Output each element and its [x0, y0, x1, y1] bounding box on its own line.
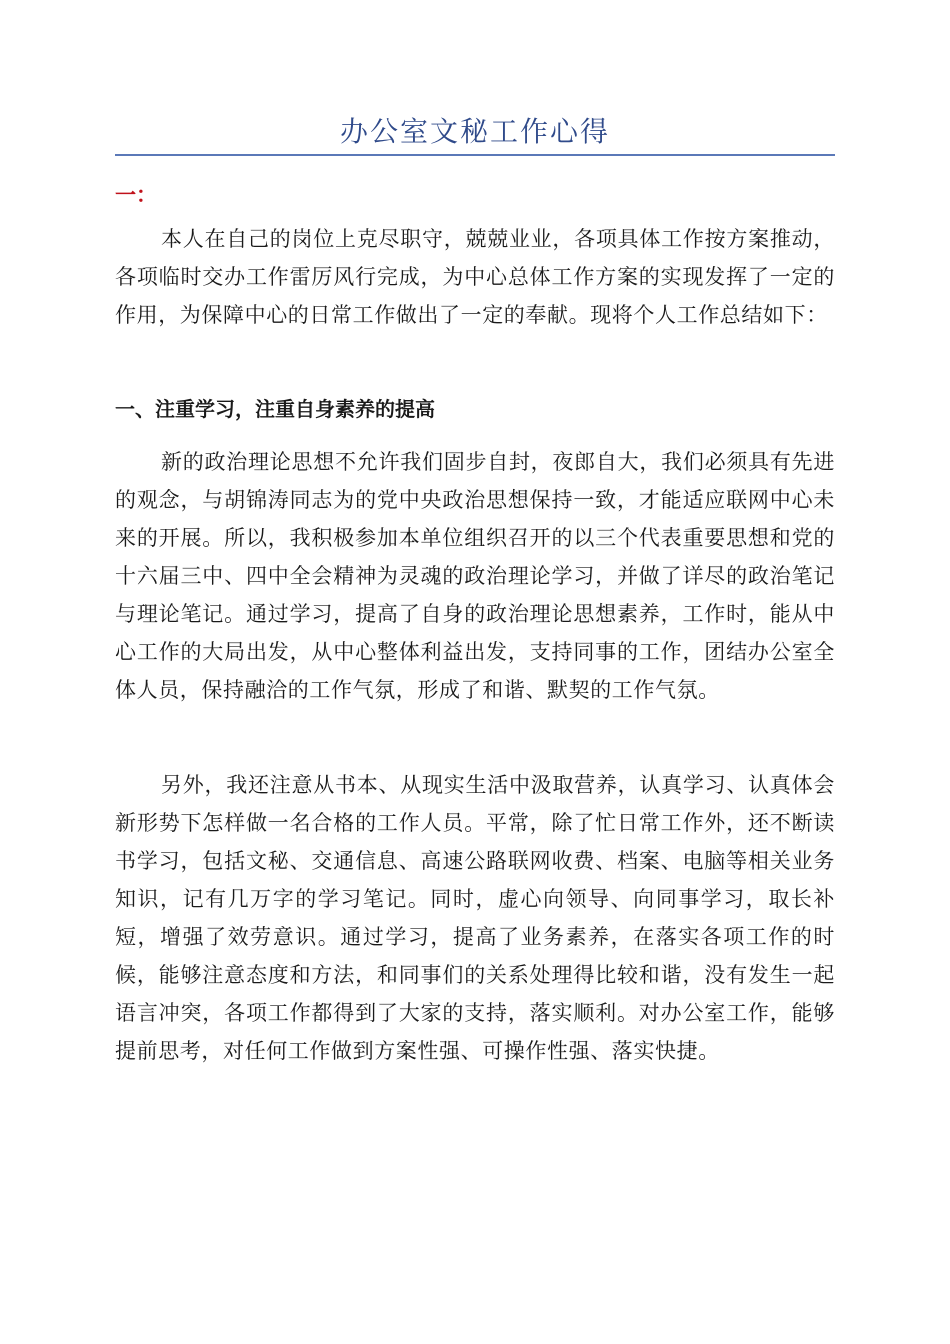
paragraph-intro: 本人在自己的岗位上克尽职守，兢兢业业，各项具体工作按方案推动，各项临时交办工作雷厉风行完成，为中心总体工作方案的实现发挥了一定的作用，为保障中心的日常工作做出了一定的奉献。现将个人工作总结如下： — [115, 227, 835, 327]
paragraph-additional: 另外，我还注意从书本、从现实生活中汲取营养，认真学习、认真体会新形势下怎样做一名合格的工作人员。平常，除了忙日常工作外，还不断读书学习，包括文秘、交通信息、高速公路联网收费、档案、电脑等相关业务知识，记有几万字的学习笔记。同时，虚心向领导、向同事学习，取长补短，增强了效劳意识。通过学习，提高了业务素养，在落实各项工作的时候，能够注意态度和方法，和同事们的关系处理得比较和谐，没有发生一起语言冲突，各项工作都得到了大家的支持，落实顺利。对办公室工作，能够提前思考，对任何工作做到方案性强、可操作性强、落实快捷。 — [115, 773, 835, 1063]
document-title: 办公室文秘工作心得 — [339, 115, 610, 148]
section-heading: 一、注重学习，注重自身素养的提高 — [115, 397, 435, 421]
paragraph-study: 新的政治理论思想不允许我们固步自封，夜郎自大，我们必须具有先进的观念，与胡锦涛同志为的党中央政治思想保持一致，才能适应联网中心未来的开展。所以，我积极参加本单位组织召开的以三个代表重要思想和党的十六届三中、四中全会精神为灵魂的政治理论学习，并做了详尽的政治笔记与理论笔记。通过学习，提高了自身的政治理论思想素养，工作时，能从中心工作的大局出发，从中心整体利益出发，支持同事的工作，团结办公室全体人员，保持融洽的工作气氛，形成了和谐、默契的工作气氛。 — [115, 450, 835, 702]
title-divider — [115, 154, 835, 156]
section-mark: 一： — [115, 183, 157, 207]
